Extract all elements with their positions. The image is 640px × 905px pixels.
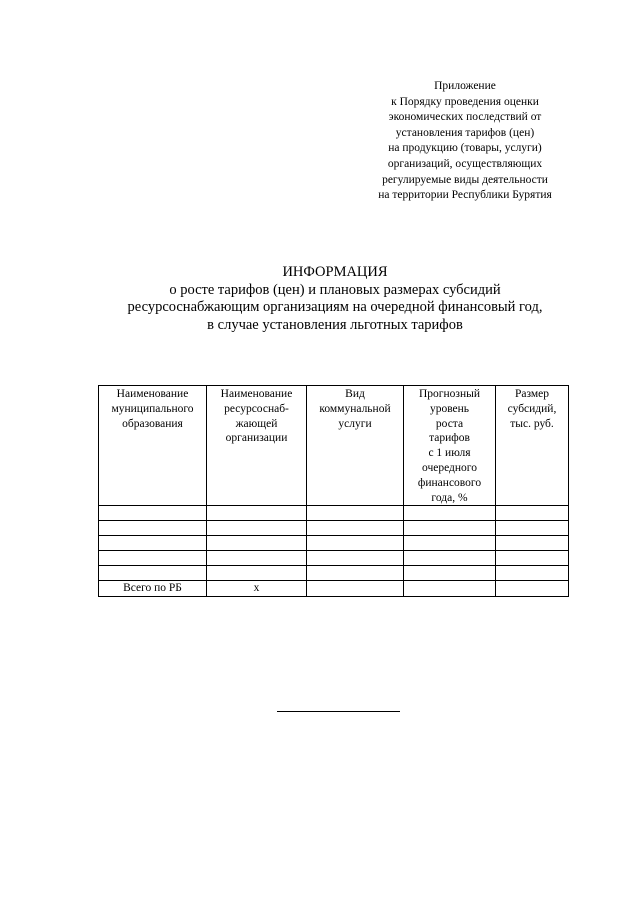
table-row xyxy=(99,551,569,566)
column-header-line: очередного xyxy=(422,461,477,474)
column-header xyxy=(404,386,496,506)
table-cell xyxy=(207,566,307,581)
table-cell xyxy=(404,536,496,551)
table-cell xyxy=(496,551,569,566)
total-cell: x xyxy=(207,581,307,597)
column-header-line: субсидий, xyxy=(507,402,557,415)
table-row xyxy=(99,536,569,551)
table-cell xyxy=(496,506,569,521)
table-cell xyxy=(99,521,207,536)
table-cell xyxy=(207,506,307,521)
column-header-line: уровень xyxy=(429,402,470,415)
appendix-block xyxy=(360,79,570,204)
table-cell xyxy=(404,566,496,581)
column-header xyxy=(99,386,207,506)
table-cell xyxy=(307,566,404,581)
column-header-line: Наименование xyxy=(220,388,293,400)
table-row xyxy=(99,521,569,536)
column-header-line: ресурсоснаб- xyxy=(224,402,289,415)
column-header-line: Размер xyxy=(514,388,549,400)
table-cell xyxy=(99,551,207,566)
column-header-line: Наименование xyxy=(116,388,189,400)
table-row xyxy=(99,566,569,581)
table-cell xyxy=(496,566,569,581)
appendix-line: Приложение xyxy=(434,80,496,92)
total-row xyxy=(99,581,569,597)
table-cell xyxy=(307,506,404,521)
table-cell xyxy=(207,521,307,536)
title-line: в случае установления льготных тарифов xyxy=(207,316,463,333)
column-header-line: услуги xyxy=(338,417,372,430)
table-cell xyxy=(496,521,569,536)
column-header-line: тыс. руб. xyxy=(510,417,554,430)
table-cell xyxy=(307,521,404,536)
table-body xyxy=(99,506,569,597)
column-header xyxy=(207,386,307,506)
table-cell xyxy=(496,536,569,551)
table-cell xyxy=(207,536,307,551)
table-header-row xyxy=(99,386,569,506)
column-header-line: тарифов xyxy=(429,432,470,445)
appendix-line: регулируемые виды деятельности xyxy=(382,173,548,186)
column-header-line: с 1 июля xyxy=(428,447,471,460)
column-header-line: года, % xyxy=(431,491,468,504)
appendix-line: на территории Республики Бурятия xyxy=(378,189,552,202)
table-cell xyxy=(404,521,496,536)
title-line: о росте тарифов (цен) и плановых размерах субсидий xyxy=(169,281,501,298)
appendix-line: экономических последствий от xyxy=(388,111,542,124)
total-cell xyxy=(496,581,569,597)
column-header-line: Вид xyxy=(345,388,365,400)
total-cell xyxy=(307,581,404,597)
signature-line xyxy=(277,711,400,712)
column-header-line: муниципального xyxy=(111,402,194,415)
total-label: Всего по РБ xyxy=(99,581,207,597)
column-header-line: организации xyxy=(225,432,288,445)
table-cell xyxy=(307,551,404,566)
table-cell xyxy=(99,506,207,521)
table-cell xyxy=(207,551,307,566)
column-header-line: коммунальной xyxy=(319,402,391,415)
column-header-line: образования xyxy=(122,417,183,430)
column-header xyxy=(496,386,569,506)
column-header-line: роста xyxy=(435,417,464,430)
appendix-line: к Порядку проведения оценки xyxy=(391,95,539,108)
table-cell xyxy=(404,551,496,566)
column-header-line: Прогнозный xyxy=(418,388,480,400)
title-heading: ИНФОРМАЦИЯ xyxy=(282,264,388,280)
table-cell xyxy=(99,536,207,551)
info-table xyxy=(98,385,569,597)
table-cell xyxy=(99,566,207,581)
appendix-line: организаций, осуществляющих xyxy=(387,157,543,170)
appendix-line: на продукцию (товары, услуги) xyxy=(388,142,542,155)
document-title xyxy=(90,264,580,334)
table-cell xyxy=(307,536,404,551)
column-header-line: жающей xyxy=(235,417,278,430)
title-line: ресурсоснабжающим организациям на очередной финансовый год, xyxy=(127,299,543,315)
column-header xyxy=(307,386,404,506)
column-header-line: финансового xyxy=(417,476,482,489)
table-row xyxy=(99,506,569,521)
total-cell xyxy=(404,581,496,597)
table-cell xyxy=(404,506,496,521)
appendix-line: установления тарифов (цен) xyxy=(395,126,535,139)
